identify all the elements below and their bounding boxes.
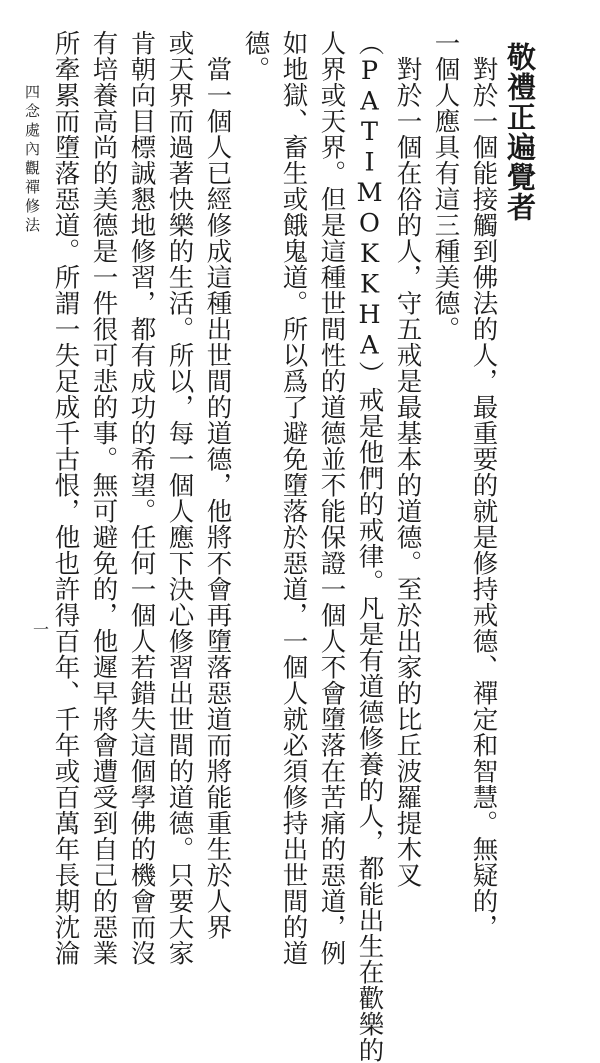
text-column-4: （PATIMOKKHA）戒是他們的戒律。凡是有道德修養的人，都能出生在歡樂的 [354,30,385,1063]
page-title: 敬禮正遍覺者 [503,42,537,222]
page-number: 一 [33,620,50,639]
text-column-10: 肯朝向目標誠懇地修習，都有成功的希望。任何一個人若錯失這個學佛的機會而沒 [126,30,157,966]
text-column-2: 一個人應具有這三種美德。 [430,30,461,342]
text-column-5: 人界或天界。但是這種世間性的道德並不能保證一個人不會墮落在苦痛的惡道，例 [316,30,347,966]
text-column-7: 德。 [240,30,271,82]
running-head: 四念處內觀禪修法 [23,84,41,236]
text-column-12: 所牽累而墮落惡道。所謂一失足成千古恨，他也許得百年、千年或百萬年長期沈淪 [50,30,81,966]
text-column-1: 對於一個能接觸到佛法的人，最重要的就是修持戒德、禪定和智慧。無疑的， [468,56,499,940]
text-column-9: 或天界而過著快樂的生活。所以，每一個人應下決心修習出世間的道德。只要大家 [164,30,195,966]
text-column-6: 如地獄、畜生或餓鬼道。所以爲了避免墮落於惡道，一個人就必須修持出世間的道 [278,30,309,966]
text-column-3: 對於一個在俗的人，守五戒是最基本的道德。至於出家的比丘波羅提木叉 [392,56,423,888]
text-column-8: 當一個人已經修成這種出世間的道德，他將不會再墮落惡道而將能重生於人界 [202,56,233,940]
text-column-11: 有培養高尚的美德是一件很可悲的事。無可避免的，他遲早將會遭受到自己的惡業 [88,30,119,966]
